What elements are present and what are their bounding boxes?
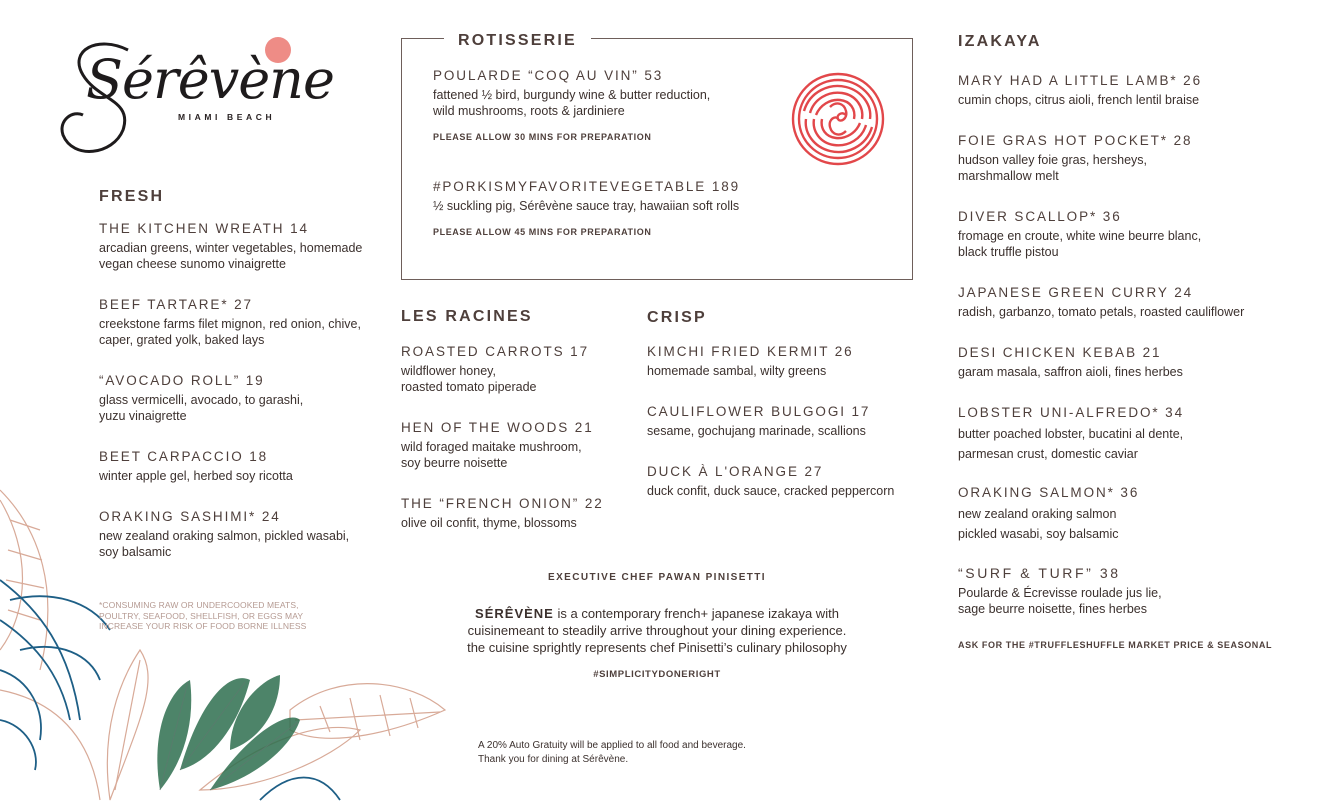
item-desc	[99, 528, 349, 560]
chef-title: EXECUTIVE CHEF PAWAN PINISETTI	[548, 572, 766, 583]
raw-food-disclaimer	[99, 600, 306, 632]
menu-item-duck-a-lorange	[647, 464, 894, 499]
item-desc	[958, 92, 1202, 108]
brand-emblem	[790, 71, 886, 167]
item-desc-line: arcadian greens, winter vegetables, homemade	[99, 241, 363, 255]
menu-item-oraking-salmon	[958, 485, 1139, 544]
item-name: MARY HAD A LITTLE LAMB* 26	[958, 73, 1202, 88]
item-desc-line: butter poached lobster, bucatini al dente,	[958, 427, 1184, 441]
hashtag: #SIMPLICITYDONERIGHT	[593, 669, 721, 680]
item-name: “AVOCADO ROLL” 19	[99, 373, 265, 388]
item-desc	[433, 87, 710, 119]
chef-description	[401, 605, 913, 656]
item-desc-line: wildflower honey,	[401, 364, 496, 378]
item-desc-line: new zealand oraking salmon	[958, 507, 1117, 521]
item-desc-line: garam masala, saffron aioli, fines herbes	[958, 365, 1183, 379]
item-name: “SURF & TURF” 38	[958, 565, 1121, 581]
menu-item-beef-tartare	[99, 297, 361, 348]
item-desc	[401, 363, 589, 395]
menu-item-diver-scallop	[958, 209, 1201, 260]
item-desc	[433, 198, 740, 214]
item-name: HEN OF THE WOODS 21	[401, 420, 594, 435]
section-title-les-racines: LES RACINES	[401, 308, 533, 325]
disclaimer-line: POULTRY, SEAFOOD, SHELLFISH, OR EGGS MAY	[99, 610, 304, 621]
item-name: DIVER SCALLOP* 36	[958, 209, 1122, 224]
item-desc-line: radish, garbanzo, tomato petals, roasted cauliflower	[958, 305, 1245, 319]
item-name: BEET CARPACCIO 18	[99, 449, 269, 464]
item-desc-line: roasted tomato piperade	[401, 380, 537, 394]
item-desc-line: glass vermicelli, avocado, to garashi,	[99, 393, 304, 407]
item-desc	[958, 152, 1192, 184]
brand-wordmark: Sérêvène	[86, 48, 334, 111]
item-name: THE “FRENCH ONION” 22	[401, 496, 604, 511]
disclaimer-line: INCREASE YOUR RISK OF FOOD BORNE ILLNESS	[99, 621, 307, 631]
menu-item-desi-chicken-kebab	[958, 345, 1183, 380]
item-name: THE KITCHEN WREATH 14	[99, 221, 309, 236]
menu-item-suckling-pig	[433, 179, 740, 237]
disclaimer-line: *CONSUMING RAW OR UNDERCOOKED MEATS,	[99, 600, 299, 610]
item-desc-line: fromage en croute, white wine beurre blanc,	[958, 229, 1202, 243]
item-desc-line: caper, grated yolk, baked lays	[99, 333, 265, 347]
gratuity-footer	[478, 739, 746, 767]
item-name: ORAKING SALMON* 36	[958, 485, 1140, 500]
footer-line: Thank you for dining at Sérêvène.	[478, 754, 629, 765]
item-desc-line: wild mushrooms, roots & jardiniere	[433, 104, 625, 118]
menu-item-kitchen-wreath	[99, 221, 362, 272]
item-desc-line: hudson valley foie gras, hersheys,	[958, 153, 1147, 167]
item-name: DESI CHICKEN KEBAB 21	[958, 345, 1162, 360]
menu-item-cauliflower-bulgogi	[647, 404, 870, 439]
chef-line: the cuisine sprightly represents chef Pinisetti’s culinary philosophy	[467, 640, 847, 655]
item-desc-line: soy beurre noisette	[401, 456, 508, 470]
item-desc-line: wild foraged maitake mushroom,	[401, 440, 582, 454]
item-name: JAPANESE GREEN CURRY 24	[958, 285, 1194, 300]
menu-item-kimchi-fried-kermit	[647, 344, 854, 379]
item-desc	[99, 468, 293, 484]
brand-location: MIAMI BEACH	[178, 112, 276, 122]
menu-item-japanese-green-curry	[958, 285, 1244, 320]
section-title-izakaya: IZAKAYA	[958, 33, 1042, 50]
section-title-fresh: FRESH	[99, 188, 165, 205]
item-desc-line: winter apple gel, herbed soy ricotta	[99, 469, 293, 483]
section-title-crisp: CRISP	[647, 309, 707, 326]
item-desc	[401, 439, 594, 471]
item-desc	[958, 585, 1162, 617]
brand-logo	[58, 30, 334, 165]
item-desc	[958, 228, 1201, 260]
item-desc	[99, 240, 362, 272]
chef-block	[401, 572, 913, 680]
item-desc	[958, 364, 1183, 380]
item-desc	[99, 392, 303, 424]
chef-description-line	[401, 605, 913, 622]
item-name: #PORKISMYFAVORITEVEGETABLE 189	[433, 179, 741, 194]
item-desc-line: sage beurre noisette, fines herbes	[958, 602, 1148, 616]
item-desc-line: yuzu vinaigrette	[99, 409, 187, 423]
item-desc-line: black truffle pistou	[958, 245, 1059, 259]
item-desc-line: vegan cheese sunomo vinaigrette	[99, 257, 286, 271]
item-name: POULARDE “COQ AU VIN” 53	[433, 68, 664, 83]
item-desc-line: fattened ½ bird, burgundy wine & butter reduction,	[433, 88, 711, 102]
item-desc	[958, 504, 1139, 544]
menu-item-surf-and-turf	[958, 565, 1162, 617]
section-title-rotisserie: ROTISSERIE	[444, 32, 591, 50]
item-desc-line: creekstone farms filet mignon, red onion, chive,	[99, 317, 361, 331]
item-desc-line: soy balsamic	[99, 545, 172, 559]
item-name: ORAKING SASHIMI* 24	[99, 509, 281, 524]
menu-item-lobster-uni-alfredo	[958, 405, 1184, 464]
item-desc-line: duck confit, duck sauce, cracked peppercorn	[647, 484, 895, 498]
brand-bold: SÉRÊVÈNE	[475, 606, 554, 621]
preparation-note: PLEASE ALLOW 45 MINS FOR PREPARATION	[433, 227, 652, 237]
item-desc	[958, 304, 1244, 320]
item-desc-line: pickled wasabi, soy balsamic	[958, 527, 1119, 541]
item-desc-line: parmesan crust, domestic caviar	[958, 447, 1138, 461]
chef-line: is a contemporary french+ japanese izakaya with	[553, 606, 839, 621]
menu-item-french-onion	[401, 496, 604, 531]
chef-line: cuisinemeant to steadily arrive throughout your dining experience.	[467, 623, 847, 638]
item-desc	[99, 316, 361, 348]
menu-item-mary-had-a-little-lamb	[958, 73, 1202, 108]
item-desc	[647, 483, 894, 499]
item-desc-line: olive oil confit, thyme, blossoms	[401, 516, 577, 530]
menu-item-oraking-sashimi	[99, 509, 349, 560]
item-desc	[958, 424, 1184, 464]
menu-item-poularde	[433, 68, 710, 142]
footer-line: A 20% Auto Gratuity will be applied to all food and beverage.	[478, 740, 746, 751]
item-desc	[401, 515, 604, 531]
item-desc-line: sesame, gochujang marinade, scallions	[647, 424, 866, 438]
menu-item-hen-of-the-woods	[401, 420, 594, 471]
item-name: KIMCHI FRIED KERMIT 26	[647, 344, 854, 359]
item-desc-line: ½ suckling pig, Sérêvène sauce tray, hawaiian soft rolls	[433, 199, 740, 213]
item-desc	[647, 423, 870, 439]
menu-item-beet-carpaccio	[99, 449, 293, 484]
menu-item-avocado-roll	[99, 373, 303, 424]
item-name: DUCK À L'ORANGE 27	[647, 464, 824, 479]
item-desc-line: marshmallow melt	[958, 169, 1059, 183]
item-name: LOBSTER UNI-ALFREDO* 34	[958, 405, 1184, 420]
preparation-note: PLEASE ALLOW 30 MINS FOR PREPARATION	[433, 132, 652, 142]
item-desc-line: Poularde & Écrevisse roulade jus lie,	[958, 586, 1162, 600]
truffle-shuffle-note: ASK FOR THE #TRUFFLESHUFFLE MARKET PRICE & SEASONAL	[958, 640, 1273, 650]
item-desc	[647, 363, 854, 379]
item-name: ROASTED CARROTS 17	[401, 344, 589, 359]
menu-item-foie-gras-hot-pocket	[958, 133, 1192, 184]
item-desc-line: cumin chops, citrus aioli, french lentil braise	[958, 93, 1200, 107]
item-name: FOIE GRAS HOT POCKET* 28	[958, 133, 1193, 148]
item-name: BEEF TARTARE* 27	[99, 297, 253, 312]
item-name: CAULIFLOWER BULGOGI 17	[647, 404, 871, 419]
item-desc-line: homemade sambal, wilty greens	[647, 364, 827, 378]
item-desc-line: new zealand oraking salmon, pickled wasabi,	[99, 529, 350, 543]
menu-item-roasted-carrots	[401, 344, 589, 395]
